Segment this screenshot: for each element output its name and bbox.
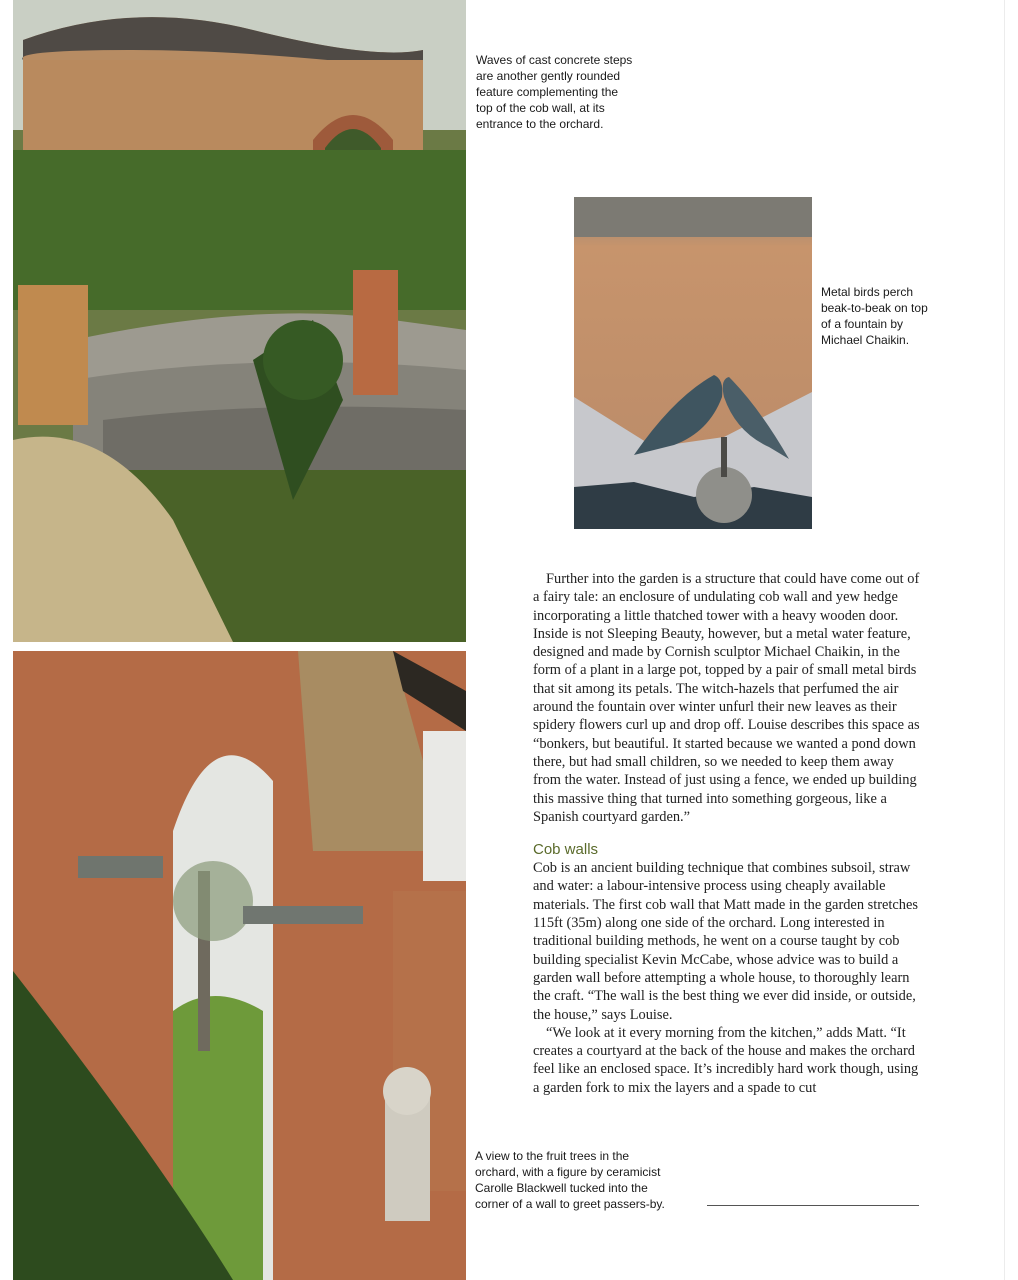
photo-cob-wall-steps <box>13 0 466 642</box>
caption-arch: A view to the fruit trees in the orchard, with a figure by ceramicist Carolle Blackwell tucked into the corner of a wall to greet passers-by. <box>475 1149 665 1211</box>
article-body <box>533 570 923 1097</box>
article-paragraph-1: Further into the garden is a structure that could have come out of a fairy tale: an enclosure of undulating cob wall and yew hedge incorporating a little thatched tower with a heavy wooden door. Inside is not Sleeping Beauty, however, but a metal water feature, designed and made by Cornish sculptor Michael Chaikin, in the form of a plant in a large pot, topped by a pair of small metal birds that sit among its petals. The witch-hazels that perfumed the air around the fountain over winter unfurl their new leaves as their spidery flowers curl up and drop off. Louise describes this space as “bonkers, but beautiful. It started because we wanted a pond down there, but had small children, so we needed to keep them away from the water. Instead of just using a fence, we ended up building this massive thing that turned into something gorgeous, like a Spanish courtyard garden.” <box>533 571 920 825</box>
article-paragraph-3: “We look at it every morning from the kitchen,” adds Matt. “It creates a courtyard at the back of the house and makes the orchard feel like an enclosed space. It’s incredibly hard work though, using a garden fork to mix the layers and a spade to cut <box>533 1024 919 1096</box>
section-heading-cob-walls: Cob walls <box>533 841 599 859</box>
caption-birds: Metal birds perch beak-to-beak on top of a fountain by Michael Chaikin. <box>821 285 928 347</box>
photo-brick-arch <box>13 651 466 1280</box>
caption-steps: Waves of cast concrete steps are another gently rounded feature complementing the top of the cob wall, at its entrance to the orchard. <box>476 53 633 131</box>
photo-metal-birds <box>574 197 812 529</box>
article-paragraph-2: Cob is an ancient building technique that combines subsoil, straw and water: a labour-intensive process using cheaply available materials. The first cob wall that Matt made in the garden stretches 115ft (35m) along one side of the orchard. Long interested in traditional building methods, he went on a course taught by cob building specialist Kevin McCabe, whose advice was to build a garden wall before attempting a whole house, to thoroughly learn the craft. “The wall is the best thing we ever did inside, or outside, the house,” says Louise. <box>533 860 918 1023</box>
page-edge-line <box>1004 0 1005 1280</box>
divider-rule <box>707 1205 919 1206</box>
